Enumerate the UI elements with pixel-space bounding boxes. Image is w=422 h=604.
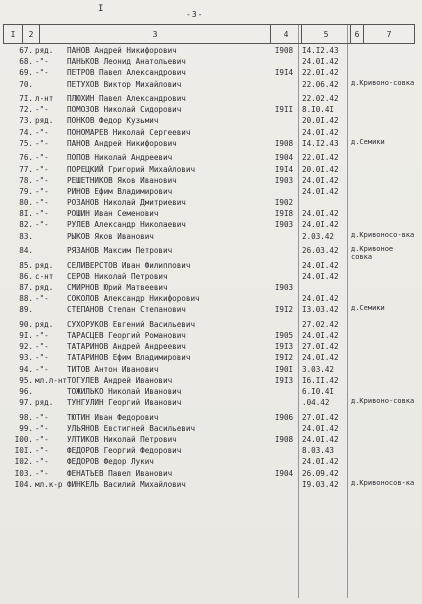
table-row [3,93,415,104]
entry-number: 68. [19,57,33,67]
entry-rank: ряд. [35,116,54,126]
entry-number: 70. [19,79,33,89]
entry-place: д.Кривоно-совка [351,78,415,87]
entry-date: 24.0I.42 [302,220,339,230]
entry-birth-year: I9I2 [274,353,294,363]
entry-date: 2.03.42 [302,231,335,241]
entry-date: 3.03.42 [302,364,335,374]
entry-name: ПЕТРОВ Павел Александрович [67,68,186,78]
entry-name: ТАТАРИНОВ Ефим Владимирович [67,353,191,363]
entry-date: 27.0I.42 [302,342,339,352]
entry-number: 77. [19,164,33,174]
entry-number: 75. [19,138,33,148]
page-mark: I [98,4,104,14]
entry-date: 8.03.43 [302,446,335,456]
entry-number: 82. [19,220,33,230]
entry-rank: -"- [35,209,49,219]
entry-date: 20.0I.42 [302,116,339,126]
entry-rank: -"- [35,164,49,174]
entry-rank: ряд. [35,46,54,55]
entry-date: 6.I0.4I [302,387,335,396]
entry-rank: л-нт [35,94,54,104]
entry-rank: -"- [35,412,49,422]
entry-name: ПАНЬКОВ Леонид Анатольевич [67,57,186,67]
entry-number: 84. [19,246,33,256]
table-row [3,456,415,467]
entry-name: СМИРНОВ Юрий Матвеевич [67,283,168,292]
entry-date: 24.0I.42 [302,294,339,304]
entry-place: д.Семики [351,304,385,313]
entry-number: 87. [19,283,33,292]
entry-rank: -"- [35,220,49,230]
entry-name: ТАТАРИНОВ Андрей Андреевич [67,342,186,352]
table-row [3,45,415,56]
entry-rank: мл.к-р [35,479,63,489]
entry-place: д.Кривоно-совка [351,397,415,406]
entry-birth-year: I904 [274,153,294,163]
header-col-6: 6 [351,25,364,44]
entry-rank: -"- [35,198,49,208]
entry-birth-year: I908 [274,46,294,55]
entry-date: I4.I2.43 [302,46,339,55]
entry-birth-year: I908 [274,435,294,445]
entry-name: ПОМОЗОВ Николай Сидорович [67,105,182,115]
entry-date: 26.09.42 [302,468,339,478]
entry-number: 89. [19,305,33,315]
entry-birth-year: I9I3 [274,375,294,385]
entry-place: д.Кривоносо-вка [351,230,415,239]
table-row [3,364,415,375]
entry-name: ПЛЮХИН Павел Александрович [67,94,186,104]
entry-date: 24.0I.42 [302,423,339,433]
table-row [3,208,415,219]
table-row [3,352,415,363]
entry-rank: -"- [35,342,49,352]
table-row [3,341,415,352]
entry-date: 24.0I.42 [302,175,339,185]
entry-date: 24.0I.42 [302,57,339,67]
entry-name: РЕШЕТНИКОВ Яков Иванович [67,175,177,185]
table-header [3,24,415,44]
entry-number: 85. [19,260,33,270]
table-row [3,138,415,153]
entry-name: СТЕПАНОВ Степан Степанович [67,305,186,315]
header-col-3: 3 [40,25,271,44]
entry-rank: -"- [35,186,49,196]
entry-name: СУХОРУКОВ Евгений Васильевич [67,319,196,329]
entry-number: I02. [14,457,33,467]
entry-birth-year: I90I [274,364,294,374]
table-row [3,245,415,260]
entry-number: I03. [14,468,33,478]
table-row [3,271,415,282]
entry-birth-year: I9II [274,105,294,115]
entry-rank: -"- [35,353,49,363]
entry-number: 72. [19,105,33,115]
entry-number: I00. [14,435,33,445]
table-row [3,330,415,341]
entry-name: ТОЖИЛЬКО Николай Иванович [67,387,182,396]
entry-date: 24.0I.42 [302,186,339,196]
entry-birth-year: I904 [274,468,294,478]
table-row [3,423,415,434]
table-row [3,79,415,94]
entry-rank: -"- [35,457,49,467]
entry-rank: ряд. [35,398,54,408]
entry-name: СЕРОВ Николай Петрович [67,271,168,281]
entry-date: 24.0I.42 [302,209,339,219]
entry-number: 9I. [19,331,33,341]
entry-rank: -"- [35,105,49,115]
entry-name: ФЕНАТЬЕВ Павел Иванович [67,468,173,478]
entries-list [3,45,415,493]
entry-name: РОШИН Иван Семенович [67,209,159,219]
table-row [3,56,415,67]
entry-rank: -"- [35,153,49,163]
entry-rank: -"- [35,446,49,456]
entry-birth-year: I903 [274,175,294,185]
entry-name: ПАНОВ Андрей Никифорович [67,46,177,55]
entry-name: СОКОЛОВ Александр Никифорович [67,294,200,304]
entry-rank: ряд. [35,260,54,270]
entry-name: РУЛЕВ Александр Николаевич [67,220,186,230]
entry-date: 24.0I.42 [302,271,339,281]
table-row [3,468,415,479]
table-row [3,127,415,138]
entry-name: ФЕДОРОВ Федор Лукич [67,457,154,467]
table-row [3,304,415,319]
entry-date: 24.0I.42 [302,127,339,137]
entry-date: I6.II.42 [302,375,339,385]
entry-number: 95. [19,375,33,385]
entry-birth-year: I905 [274,331,294,341]
table-row [3,282,415,293]
entry-number: 96. [19,387,33,396]
entry-number: 94. [19,364,33,374]
entry-birth-year: I902 [274,198,294,208]
entry-date: I9.03.42 [302,479,339,489]
entry-name: ПОНКОВ Федор Кузьмич [67,116,159,126]
entry-rank: с-нт [35,271,54,281]
entry-name: РОЗАНОВ Николай Дмитриевич [67,198,186,208]
entry-date: 22.06.42 [302,79,339,89]
table-row [3,197,415,208]
entry-date: I4.I2.43 [302,138,339,148]
entry-number: I0I. [14,446,33,456]
entry-date: 27.0I.42 [302,412,339,422]
table-row [3,445,415,456]
header-col-1: I [4,25,23,44]
entry-rank: -"- [35,294,49,304]
entry-date: I3.03.42 [302,305,339,315]
entry-number: 86. [19,271,33,281]
table-row [3,164,415,175]
header-col-7: 7 [364,25,415,44]
entry-number: 90. [19,319,33,329]
entry-number: 99. [19,423,33,433]
table-row [3,434,415,445]
table-row [3,319,415,330]
entry-number: 88. [19,294,33,304]
table-row [3,175,415,186]
entry-name: РИНОВ Ефим Владимирович [67,186,173,196]
entry-number: 98. [19,412,33,422]
entry-name: ФИНКЕЛЬ Василий Михайлович [67,479,186,489]
entry-rank: -"- [35,127,49,137]
entry-name: УЛЬЯНОВ Евстигней Васильевич [67,423,196,433]
entry-name: ФЕДОРОВ Георгий Федорович [67,446,182,456]
entry-birth-year: I9I4 [274,68,294,78]
entry-birth-year: I908 [274,138,294,148]
entry-date: .04.42 [302,398,330,408]
entry-number: 78. [19,175,33,185]
entry-date: 24.0I.42 [302,260,339,270]
entry-rank: -"- [35,468,49,478]
table-row [3,219,415,230]
entry-place: д.Семики [351,137,385,146]
entry-rank: -"- [35,423,49,433]
entry-number: 93. [19,353,33,363]
entry-name: ТАРАСЦЕВ Георгий Романович [67,331,186,341]
entry-rank: -"- [35,68,49,78]
entry-rank: -"- [35,364,49,374]
entry-date: 22.0I.42 [302,68,339,78]
entry-number: 76. [19,153,33,163]
entry-number: 80. [19,198,33,208]
entry-number: I04. [14,479,33,489]
entry-place: д.Кривоное совка [351,245,394,262]
entry-date: 27.02.42 [302,319,339,329]
entry-birth-year: I9I3 [274,342,294,352]
table-row [3,115,415,126]
entry-rank: -"- [35,435,49,445]
entry-name: ТОГУЛЕВ Андрей Иванович [67,375,173,385]
entry-number: 67. [19,46,33,55]
table-row [3,260,415,271]
entry-name: УЛТИКОВ Николай Петрович [67,435,177,445]
entry-birth-year: I903 [274,283,294,292]
entry-date: 22.02.42 [302,94,339,104]
entry-date: 22.0I.42 [302,153,339,163]
entry-number: 7I. [19,94,33,104]
entry-birth-year: I906 [274,412,294,422]
entry-rank: -"- [35,138,49,148]
page-number: -3- [186,10,204,19]
entry-date: 24.0I.42 [302,331,339,341]
entry-number: 8I. [19,209,33,219]
entry-name: ПОРЕЦКИЙ Григорий Михайлович [67,164,196,174]
entry-date: 20.0I.42 [302,164,339,174]
entry-name: ТУНГУЛИН Георгий Иванович [67,398,182,408]
entry-name: ПАНОВ Андрей Никифорович [67,138,177,148]
entry-name: ПОНОМАРЕВ Николай Сергеевич [67,127,191,137]
entry-rank: -"- [35,57,49,67]
entry-date: 24.0I.42 [302,457,339,467]
table-row [3,67,415,78]
entry-number: 92. [19,342,33,352]
entry-birth-year: I9I2 [274,305,294,315]
entry-rank: ряд. [35,319,54,329]
entry-name: ТЮТИН Иван Федорович [67,412,159,422]
entry-number: 74. [19,127,33,137]
entry-number: 73. [19,116,33,126]
entry-birth-year: I9I4 [274,164,294,174]
table-row [3,397,415,412]
entry-name: ПЕТУХОВ Виктор Михайлович [67,79,182,89]
entry-number: 83. [19,231,33,241]
entry-birth-year: I9I8 [274,209,294,219]
table-row [3,104,415,115]
entry-date: 26.03.42 [302,246,339,256]
entry-number: 69. [19,68,33,78]
entry-name: РЯЗАНОВ Максим Петрович [67,246,173,256]
entry-place: д.Кривоносов-ка [351,478,415,487]
entry-name: ПОПОВ Николай Андреевич [67,153,173,163]
entry-rank: мл.л-нт [35,375,68,385]
entry-rank: -"- [35,175,49,185]
entry-date: 24.0I.42 [302,353,339,363]
entry-birth-year: I903 [274,220,294,230]
table-row [3,479,415,494]
header-col-5: 5 [302,25,351,44]
entry-name: СЕЛИВЕРСТОВ Иван Филиппович [67,260,191,270]
table-row [3,375,415,386]
header-col-4: 4 [271,25,302,44]
entry-rank: ряд. [35,283,54,292]
entry-date: 8.I0.4I [302,105,335,115]
table-row [3,231,415,246]
table-row [3,152,415,163]
table-row [3,386,415,397]
entry-name: ТИТОВ Антон Иванович [67,364,159,374]
table-row [3,293,415,304]
entry-name: РЫКОВ Яков Иванович [67,231,154,241]
table-row [3,186,415,197]
table-row [3,412,415,423]
entry-number: 79. [19,186,33,196]
entry-number: 97. [19,398,33,408]
entry-rank: -"- [35,331,49,341]
entry-date: 24.0I.42 [302,435,339,445]
header-col-2: 2 [23,25,40,44]
